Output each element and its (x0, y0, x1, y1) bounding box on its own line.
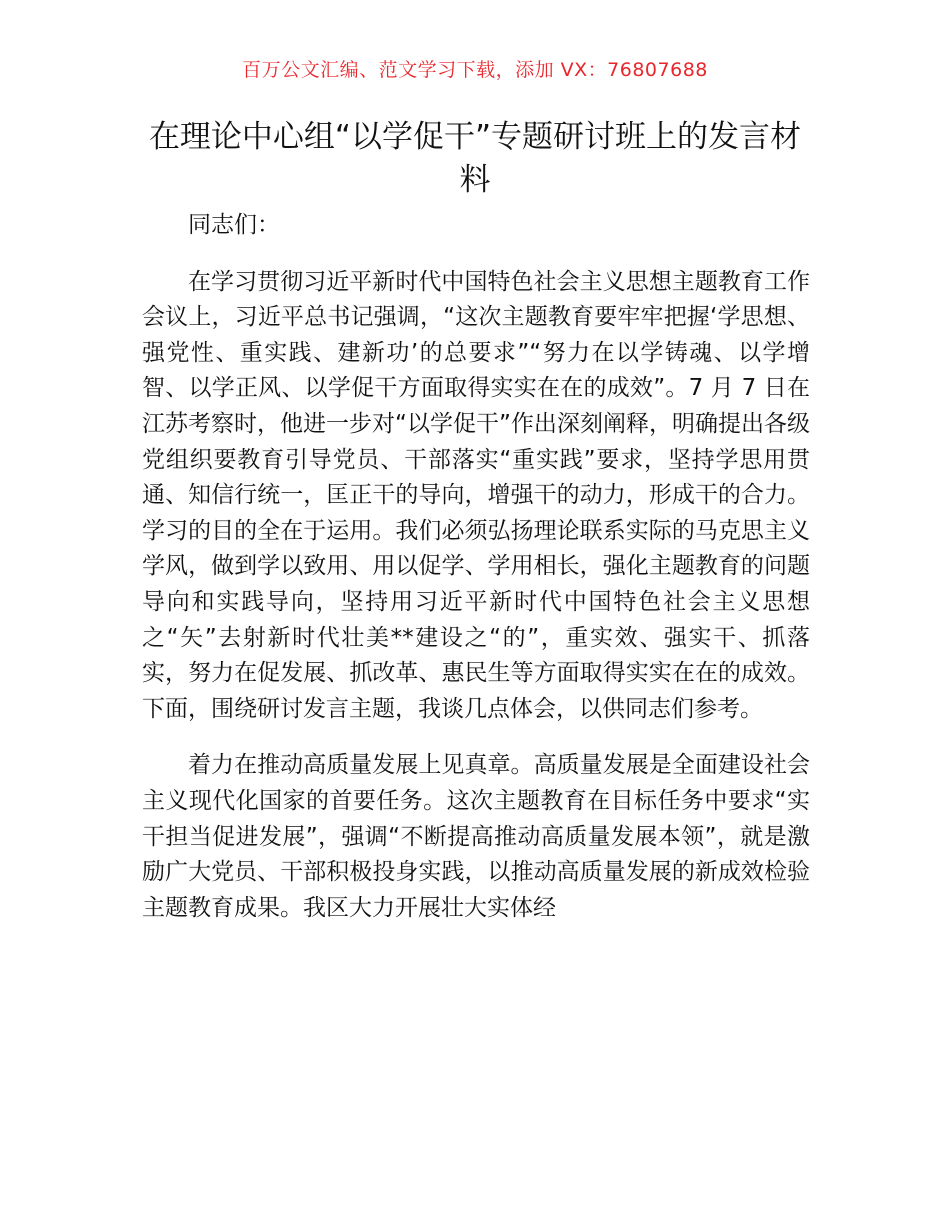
watermark-header: 百万公文汇编、范文学习下载，添加 VX：76807688 (242, 59, 708, 81)
salutation: 同志们： (188, 212, 280, 238)
document-body (142, 208, 810, 947)
paragraph-intro: 在学习贯彻习近平新时代中国特色社会主义思想主题教育工作会议上，习近平总书记强调，“这次主题教育要牢牢把握‘学思想、强党性、重实践、建新功’的总要求”“努力在以学铸魂、以学增智、以学正风、以学促干方面取得实实在在的成效”。7 月 7 日在江苏考察时，他进一步对“以学促干”作出深刻阐释，明确提出各级党组织要教育引导党员、干部落实“重实践”要求，坚持学思用贯通、知信行统一，匡正干的导向，增强干的动力，形成干的合力。学习的目的全在于运用。我们必须弘扬理论联系实际的马克思主义学风，做到学以致用、用以促学、学用相长，强化主题教育的问题导向和实践导向，坚持用习近平新时代中国特色社会主义思想之“矢”去射新时代壮美**建设之“的”，重实效、强实干、抓落实，努力在促发展、抓改革、惠民生等方面取得实实在在的成效。下面，围绕研讨发言主题，我谈几点体会，以供同志们参考。 (142, 268, 810, 722)
paragraph-high-quality-development: 着力在推动高质量发展上见真章。高质量发展是全面建设社会主义现代化国家的首要任务。这次主题教育在目标任务中要求“实干担当促进发展”，强调“不断提高推动高质量发展本领”，就是激励广大党员、干部积极投身实践，以推动高质量发展的新成效检验主题教育成果。我区大力开展壮大实体经 (142, 752, 810, 921)
document-title: 在理论中心组“以学促干”专题研讨班上的发言材料 (148, 119, 802, 198)
